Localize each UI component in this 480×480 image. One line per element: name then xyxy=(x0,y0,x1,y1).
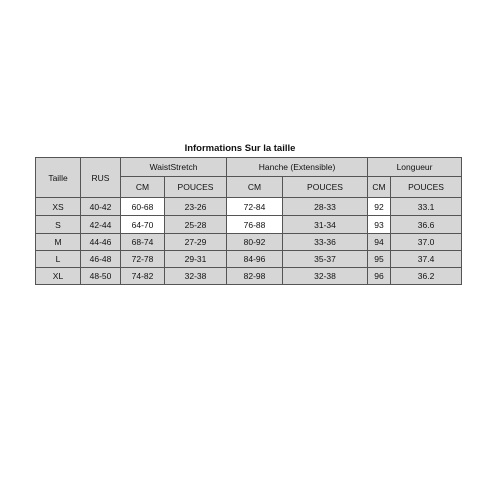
table-row xyxy=(36,251,462,268)
cell-hip-in: 28-33 xyxy=(283,198,368,216)
cell-len-cm: 96 xyxy=(368,268,391,285)
cell-hip-in: 31-34 xyxy=(283,216,368,234)
cell-hip-cm: 80-92 xyxy=(227,234,283,251)
table-title: Informations Sur la taille xyxy=(184,143,296,154)
cell-rus: 48-50 xyxy=(81,268,121,285)
subheader-len-cm: CM xyxy=(368,177,391,198)
cell-hip-in: 32-38 xyxy=(283,268,368,285)
header-waist: WaistStretch xyxy=(121,158,227,177)
cell-hip-cm: 84-96 xyxy=(227,251,283,268)
cell-hip-cm: 72-84 xyxy=(227,198,283,216)
cell-hip-in: 35-37 xyxy=(283,251,368,268)
cell-waist-cm: 60-68 xyxy=(121,198,165,216)
cell-hip-in: 33-36 xyxy=(283,234,368,251)
cell-rus: 46-48 xyxy=(81,251,121,268)
subheader-hip-cm: CM xyxy=(227,177,283,198)
cell-waist-cm: 72-78 xyxy=(121,251,165,268)
header-longueur: Longueur xyxy=(368,158,462,177)
cell-waist-cm: 74-82 xyxy=(121,268,165,285)
cell-taille: XL xyxy=(36,268,81,285)
header-hanche: Hanche (Extensible) xyxy=(227,158,368,177)
subheader-len-pouces: POUCES xyxy=(391,177,462,198)
subheader-waist-pouces: POUCES xyxy=(165,177,227,198)
table-row xyxy=(36,268,462,285)
cell-len-cm: 93 xyxy=(368,216,391,234)
cell-waist-in: 23-26 xyxy=(165,198,227,216)
cell-waist-cm: 64-70 xyxy=(121,216,165,234)
cell-waist-in: 29-31 xyxy=(165,251,227,268)
cell-taille: L xyxy=(36,251,81,268)
cell-waist-cm: 68-74 xyxy=(121,234,165,251)
subheader-hip-pouces: POUCES xyxy=(283,177,368,198)
cell-waist-in: 25-28 xyxy=(165,216,227,234)
size-chart-table xyxy=(35,157,462,285)
cell-taille: M xyxy=(36,234,81,251)
cell-len-cm: 94 xyxy=(368,234,391,251)
header-taille: Taille xyxy=(36,158,81,198)
cell-rus: 40-42 xyxy=(81,198,121,216)
cell-len-in: 37.4 xyxy=(391,251,462,268)
cell-waist-in: 27-29 xyxy=(165,234,227,251)
cell-taille: S xyxy=(36,216,81,234)
cell-hip-cm: 76-88 xyxy=(227,216,283,234)
cell-len-cm: 95 xyxy=(368,251,391,268)
cell-len-in: 37.0 xyxy=(391,234,462,251)
table-row xyxy=(36,216,462,234)
cell-len-in: 36.2 xyxy=(391,268,462,285)
table-row xyxy=(36,234,462,251)
cell-len-in: 36.6 xyxy=(391,216,462,234)
cell-rus: 42-44 xyxy=(81,216,121,234)
table-row xyxy=(36,198,462,216)
cell-hip-cm: 82-98 xyxy=(227,268,283,285)
cell-waist-in: 32-38 xyxy=(165,268,227,285)
cell-taille: XS xyxy=(36,198,81,216)
header-rus: RUS xyxy=(81,158,121,198)
cell-rus: 44-46 xyxy=(81,234,121,251)
subheader-waist-cm: CM xyxy=(121,177,165,198)
cell-len-in: 33.1 xyxy=(391,198,462,216)
cell-len-cm: 92 xyxy=(368,198,391,216)
